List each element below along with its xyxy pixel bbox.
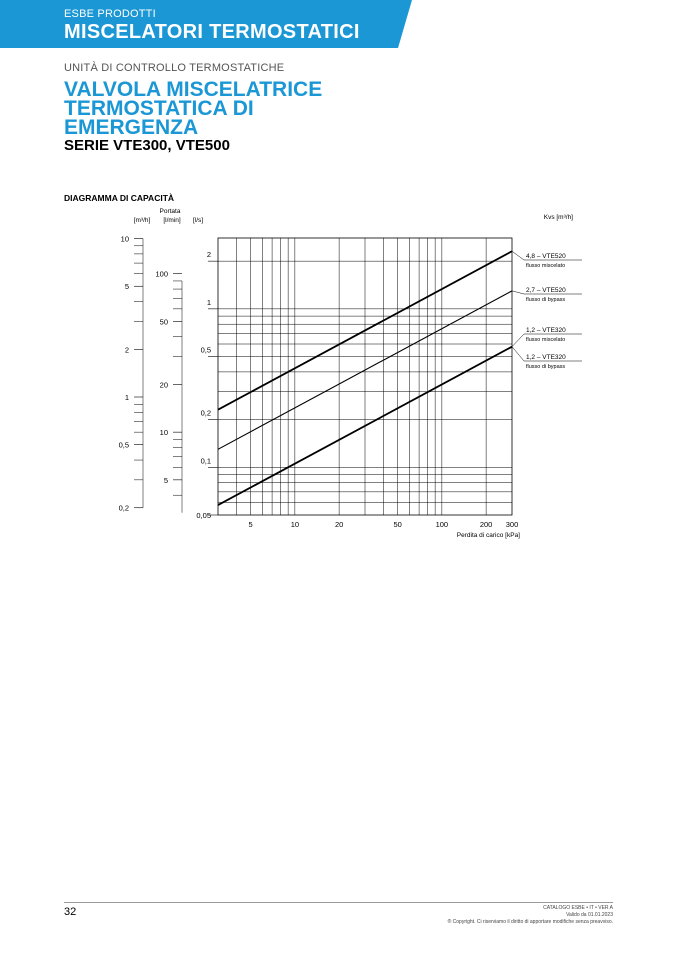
- x-tick-label: 200: [479, 520, 493, 529]
- diagram-title: DIAGRAMMA DI CAPACITÀ: [64, 193, 175, 203]
- series-label: 4,8 – VTE520: [526, 253, 566, 260]
- y-tick-label-ls: 1: [206, 297, 211, 307]
- footer-rule: [64, 902, 613, 903]
- y-tick-label-ls: 2: [206, 250, 211, 260]
- x-tick-label: 10: [290, 520, 300, 529]
- page-title-line: VALVOLA MISCELATRICE: [64, 78, 323, 101]
- annotation-leader: [512, 347, 524, 361]
- y-tick-label-m3h: 1: [124, 392, 129, 402]
- page-title-line: TERMOSTATICA DI: [64, 97, 254, 120]
- y-tick-label-m3h: 0,5: [118, 440, 129, 450]
- y-unit-m3h: [m³/h]: [133, 217, 151, 224]
- header-banner: [0, 0, 677, 48]
- x-tick-label: 5: [248, 520, 253, 529]
- series-sublabel: flusso miscelato: [526, 263, 566, 269]
- page-title-line: EMERGENZA: [64, 116, 199, 139]
- y-tick-label-m3h: 2: [124, 345, 129, 355]
- y-tick-label-ls: 0,1: [200, 456, 211, 466]
- y-tick-label-ls: 0,5: [200, 345, 211, 355]
- y-axis-header: Portata: [159, 208, 181, 215]
- x-tick-label: 300: [505, 520, 519, 529]
- capacity-chart: [100, 203, 590, 548]
- y-tick-label-ls: 0,05: [196, 511, 211, 520]
- y-unit-lmin: [l/min]: [163, 217, 181, 224]
- series-label: 2,7 – VTE520: [526, 287, 566, 294]
- page-title: [64, 80, 384, 137]
- annotation-leader: [512, 251, 524, 260]
- footer-catalog: CATALOGO ESBE • IT • VER A: [543, 905, 613, 911]
- y-tick-label-lmin: 5: [163, 475, 168, 485]
- series-label: 1,2 – VTE320: [526, 354, 566, 361]
- footer-valid: Valido da 01.01.2023: [566, 912, 613, 918]
- footer-copyright: ® Copyright. Ci riserviamo il diritto di apportare modifiche senza preavviso.: [447, 919, 613, 925]
- banner-section: MISCELATORI TERMOSTATICI: [64, 21, 360, 43]
- x-tick-label: 20: [334, 520, 344, 529]
- subcategory: UNITÀ DI CONTROLLO TERMOSTATICHE: [64, 62, 285, 74]
- y-tick-label-lmin: 10: [159, 428, 168, 438]
- series-label: 1,2 – VTE320: [526, 327, 566, 334]
- x-tick-label: 50: [393, 520, 402, 529]
- y-tick-label-lmin: 20: [159, 380, 168, 390]
- annotation-leader: [512, 334, 524, 347]
- annotation-leader: [512, 291, 524, 294]
- y-tick-label-m3h: 0,2: [118, 503, 129, 513]
- series-sublabel: flusso di bypass: [526, 364, 566, 370]
- x-axis-label: Perdita di carico [kPa]: [456, 532, 520, 539]
- banner-category: ESBE PRODOTTI: [64, 8, 156, 20]
- y-tick-label-m3h: 10: [120, 234, 129, 244]
- kvs-label: Kvs [m³/h]: [543, 214, 573, 221]
- page-number: 32: [64, 906, 77, 918]
- x-tick-label: 100: [435, 520, 449, 529]
- y-tick-label-m3h: 5: [124, 282, 129, 292]
- y-tick-label-lmin: 50: [159, 317, 168, 327]
- series-title: SERIE VTE300, VTE500: [64, 137, 230, 154]
- y-tick-label-lmin: 100: [155, 269, 168, 279]
- y-tick-label-ls: 0,2: [200, 408, 211, 418]
- series-sublabel: flusso miscelato: [526, 337, 566, 343]
- series-sublabel: flusso di bypass: [526, 297, 566, 303]
- y-unit-ls: [l/s]: [192, 217, 204, 224]
